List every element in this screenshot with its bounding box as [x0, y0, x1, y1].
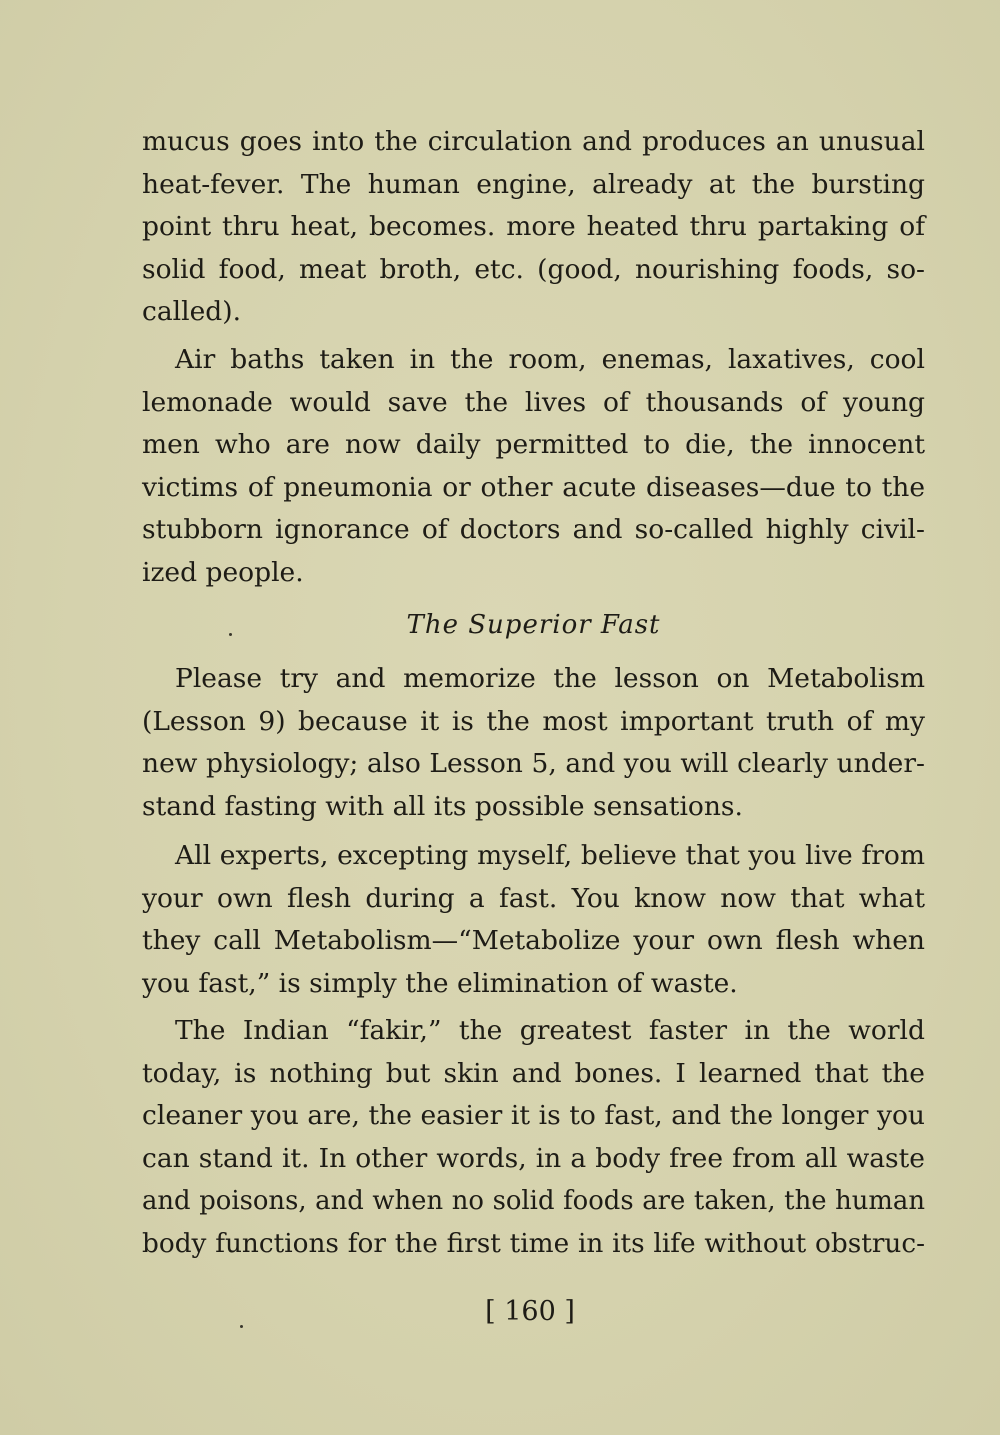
text-line: point thru heat, becomes. more heated thru partaking of	[142, 211, 925, 242]
text-line: body functions for the first time in its life without obstruc-	[142, 1228, 925, 1259]
print-speck	[229, 633, 232, 636]
text-line: stubborn ignorance of doctors and so-called highly civil-	[142, 514, 925, 545]
text-line: they call Metabolism—“Metabolize your own flesh when	[142, 925, 925, 956]
text-line: stand fasting with all its possible sensations.	[142, 790, 743, 822]
text-line: and poisons, and when no solid foods are taken, the human	[142, 1186, 925, 1216]
text-line: men who are now daily permitted to die, the innocent	[142, 429, 925, 460]
text-line: today, is nothing but skin and bones. I learned that the	[142, 1057, 925, 1089]
text-line: lemonade would save the lives of thousands of young	[142, 386, 925, 418]
text-line: new physiology; also Lesson 5, and you will clearly under-	[142, 748, 925, 779]
text-line: called).	[142, 296, 241, 327]
text-line: your own flesh during a fast. You know now that what	[142, 882, 925, 914]
paragraph-2	[142, 339, 925, 594]
paragraph-5	[142, 1010, 925, 1265]
text-line: Please try and memorize the lesson on Metabolism	[175, 663, 925, 694]
page-number: [ 160 ]	[485, 1296, 575, 1327]
text-line: (Lesson 9) because it is the most important truth of my	[142, 705, 925, 737]
text-line: All experts, excepting myself, believe that you live from	[175, 840, 925, 871]
text-line: ized people.	[142, 556, 304, 588]
print-speck	[240, 1325, 243, 1328]
paragraph-4	[142, 835, 925, 1005]
text-line: mucus goes into the circulation and produces an unusual	[142, 126, 925, 157]
paragraph-1	[142, 121, 925, 334]
text-line: victims of pneumonia or other acute diseases—due to the	[142, 471, 925, 503]
text-line: heat-fever. The human engine, already at the bursting	[142, 168, 925, 200]
text-line: can stand it. In other words, in a body free from all waste	[142, 1142, 925, 1174]
text-line: you fast,” is simply the elimination of waste.	[142, 967, 738, 999]
text-line: The Indian “fakir,” the greatest faster in the world	[175, 1015, 925, 1046]
text-line: cleaner you are, the easier it is to fast, and the longer you	[142, 1100, 925, 1131]
paragraph-3	[142, 658, 925, 828]
section-heading: The Superior Fast	[406, 610, 661, 640]
text-line: Air baths taken in the room, enemas, laxatives, cool	[175, 344, 925, 375]
text-line: solid food, meat broth, etc. (good, nourishing foods, so-	[142, 253, 925, 285]
